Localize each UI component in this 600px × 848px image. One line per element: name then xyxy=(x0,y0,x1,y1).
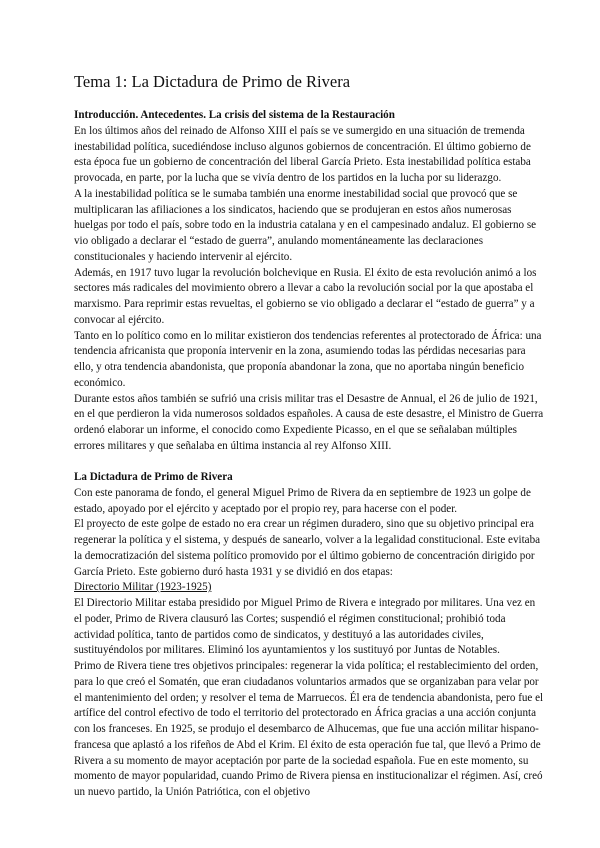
paragraph: Durante estos años también se sufrió una crisis militar tras el Desastre de Annual, el 26 de julio de 1921, en el que perdieron la vida numerosos soldados españoles. A causa de este desastre, el Ministro de Guerra ordenó elaborar un informe, el conocido como Expediente Picasso, en el que se señalaban múltiples errores militares y que señalaba en última instancia al rey Alfonso XIII. xyxy=(74,392,544,452)
document-title: Tema 1: La Dictadura de Primo de Rivera xyxy=(74,72,351,91)
paragraph: El Directorio Militar estaba presidido por Miguel Primo de Rivera e integrado por militares. Una vez en el poder, Primo de Rivera clausuró las Cortes; suspendió el régimen constitucional; prohibió toda actividad política, tanto de partidos como de sindicatos, y destituyó a las autoridades civiles, sustituyéndolos por militares. Eliminó los ayuntamientos y los sustituyó por Juntas de Notables. xyxy=(74,597,536,657)
section-heading-dictadura: La Dictadura de Primo de Rivera xyxy=(74,471,233,483)
paragraph: En los últimos años del reinado de Alfonso XIII el país se ve sumergido en una situación de tremenda inestabilidad política, sucediéndose incluso algunos gobiernos de concentración. El último gobierno de esta época fue un gobierno de concentración del liberal García Prieto. Esta inestabilidad política estaba provocada, en parte, por la lucha que se vivía dentro de los partidos en la lucha por su liderazgo. xyxy=(74,124,531,184)
document-body xyxy=(74,108,544,801)
paragraph: Además, en 1917 tuvo lugar la revolución bolchevique en Rusia. El éxito de esta revolución animó a los sectores más radicales del movimiento obrero a llevar a cabo la revolución social por la que apostaba el marxismo. Para reprimir estas revueltas, el gobierno se vio obligado a declarar el “estado de guerra” y a convocar al ejército. xyxy=(74,266,537,326)
subheading-directorio-militar: Directorio Militar (1923-1925) xyxy=(74,581,212,594)
paragraph: Con este panorama de fondo, el general Miguel Primo de Rivera da en septiembre de 1923 un golpe de estado, apoyado por el ejército y aceptado por el propio rey, para hacerse con el poder. xyxy=(74,486,531,515)
paragraph: El proyecto de este golpe de estado no era crear un régimen duradero, sino que su objetivo principal era regenerar la política y el sistema, y después de sanearlo, volver a la legalidad constitucional. Este evitaba la democratización del sistema político promovido por el último gobierno de concentración dirigido por García Prieto. Este gobierno duró hasta 1931 y se dividió en dos etapas: xyxy=(74,518,541,578)
paragraph: Primo de Rivera tiene tres objetivos principales: regenerar la vida política; el restablecimiento del orden, para lo que creó el Somatén, que eran ciudadanos voluntarios armados que se organizaban para velar por el mantenimiento del orden; y resolver el tema de Marruecos. Él era de tendencia abandonista, pero fue el artífice del control efectivo de todo el territorio del protectorado en África gracias a una acción conjunta con los franceses. En 1925, se produjo el desembarco de Alhucemas, que fue una acción militar hispano-francesa que aplastó a los rifeños de Abd el Krim. El éxito de esta operación fue tal, que llevó a Primo de Rivera a su momento de mayor aceptación por parte de la sociedad española. Fue en este momento, su momento de mayor popularidad, cuando Primo de Rivera piensa en institucionalizar el régimen. Así, creó un nuevo partido, la Unión Patriótica, con el objetivo xyxy=(74,660,544,798)
paragraph: Tanto en lo político como en lo militar existieron dos tendencias referentes al protectorado de África: una tendencia africanista que proponía intervenir en la zona, asumiendo todas las pérdidas necesarias para ello, y otra tendencia abandonista, que proponía abandonar la zona, que no aportaba ningún beneficio económico. xyxy=(74,329,542,389)
section-heading-introduccion: Introducción. Antecedentes. La crisis del sistema de la Restauración xyxy=(74,109,395,121)
paragraph: A la inestabilidad política se le sumaba también una enorme inestabilidad social que provocó que se multiplicaran las afiliaciones a los sindicatos, haciendo que se produjeran en estos años numerosas huelgas por todo el país, sobre todo en la industria catalana y en el campesinado andaluz. El gobierno se vio obligado a declarar el “estado de guerra”, anulando momentáneamente las declaraciones constitucionales y haciendo intervenir al ejército. xyxy=(74,187,537,263)
